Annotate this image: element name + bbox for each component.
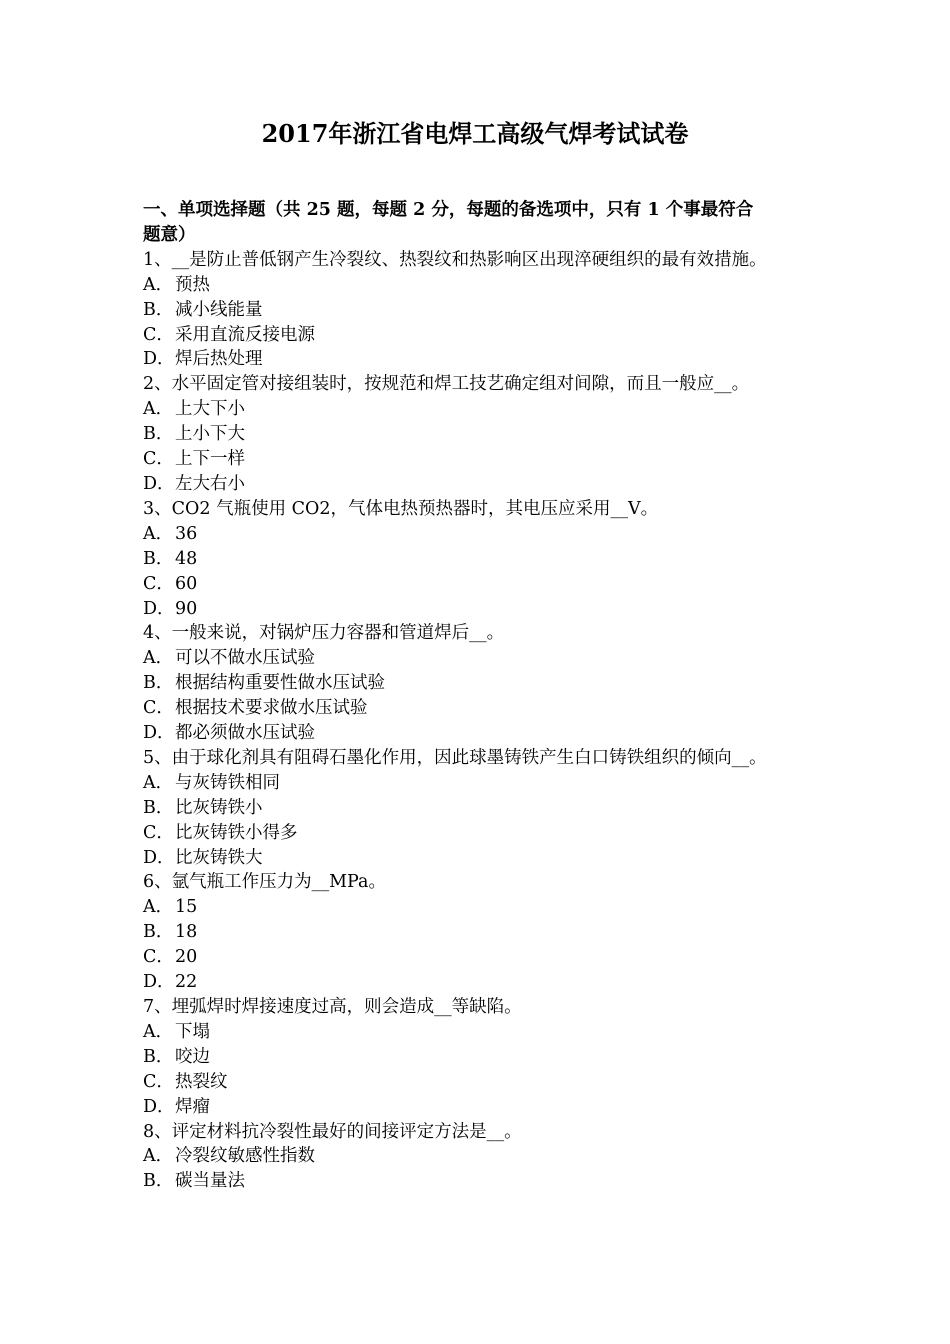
option-text: 36 (175, 523, 198, 544)
answer-option (143, 298, 823, 323)
option-text: 左大右小 (175, 473, 245, 494)
option-text: 咬边 (175, 1046, 210, 1067)
option-letter: B． (143, 1046, 174, 1067)
option-letter: D． (143, 598, 175, 619)
answer-option (143, 920, 823, 945)
option-letter: B． (143, 299, 174, 320)
answer-option (143, 597, 823, 622)
option-text: 比灰铸铁小得多 (175, 822, 298, 843)
option-text: 60 (175, 573, 198, 594)
option-text: 22 (175, 972, 198, 993)
option-letter: D． (143, 723, 175, 744)
option-text: 碳当量法 (175, 1171, 245, 1192)
answer-option (143, 472, 823, 497)
option-letter: B． (143, 1171, 174, 1192)
question-text: 8、评定材料抗冷裂性最好的间接评定方法是__。 (143, 1121, 522, 1142)
option-letter: C． (143, 822, 174, 843)
option-text: 冷裂纹敏感性指数 (175, 1146, 315, 1167)
answer-option (143, 721, 823, 746)
answer-option (143, 1070, 823, 1095)
option-letter: A． (143, 772, 174, 793)
option-text: 焊后热处理 (175, 349, 263, 370)
option-text: 采用直流反接电源 (175, 324, 315, 345)
option-letter: D． (143, 972, 175, 993)
option-letter: C． (143, 947, 174, 968)
question-text: 1、__是防止普低钢产生冷裂纹、热裂纹和热影响区出现淬硬组织的最有效措施。 (143, 249, 767, 270)
option-letter: A． (143, 274, 174, 295)
option-text: 上大下小 (175, 399, 245, 420)
option-letter: A． (143, 399, 174, 420)
answer-option (143, 347, 823, 372)
answer-option (143, 671, 823, 696)
answer-option (143, 397, 823, 422)
option-text: 上下一样 (175, 449, 245, 470)
answer-option (143, 895, 823, 920)
answer-option (143, 547, 823, 572)
option-text: 根据技术要求做水压试验 (175, 698, 368, 719)
option-letter: B． (143, 548, 174, 569)
question-text: 7、埋弧焊时焊接速度过高，则会造成__等缺陷。 (143, 997, 522, 1017)
option-letter: A． (143, 897, 174, 918)
option-letter: C． (143, 324, 174, 345)
answer-option (143, 422, 823, 447)
answer-option (143, 1045, 823, 1070)
option-text: 18 (175, 922, 198, 943)
section-heading-continued: 题意） (143, 224, 196, 245)
option-letter: D． (143, 847, 175, 868)
option-text: 根据结构重要性做水压试验 (175, 673, 385, 694)
option-letter: D． (143, 473, 175, 494)
answer-option (143, 1020, 823, 1045)
option-letter: B． (143, 424, 174, 445)
option-text: 与灰铸铁相同 (175, 772, 280, 793)
option-text: 20 (175, 947, 198, 968)
answer-option (143, 522, 823, 547)
option-text: 下塌 (175, 1021, 210, 1042)
document-title: 2017年浙江省电焊工高级气焊考试试卷 (261, 119, 689, 148)
answer-option (143, 796, 823, 821)
option-text: 15 (175, 897, 198, 918)
option-text: 比灰铸铁大 (175, 847, 263, 868)
option-letter: C． (143, 449, 174, 470)
option-letter: A． (143, 648, 174, 669)
answer-option (143, 1144, 823, 1169)
option-text: 可以不做水压试验 (175, 648, 315, 669)
option-text: 上小下大 (175, 424, 245, 445)
answer-option (143, 1169, 823, 1194)
option-letter: A． (143, 523, 174, 544)
answer-option (143, 323, 823, 348)
answer-option (143, 696, 823, 721)
option-text: 90 (175, 598, 198, 619)
option-letter: D． (143, 1096, 175, 1117)
option-letter: B． (143, 922, 174, 943)
option-letter: A． (143, 1146, 174, 1167)
option-text: 减小线能量 (175, 299, 263, 320)
answer-option (143, 1095, 823, 1120)
question-text: 2、水平固定管对接组装时，按规范和焊工技艺确定组对间隙，而且一般应__。 (143, 374, 750, 395)
section-heading: 一、单项选择题（共 25 题，每题 2 分，每题的备选项中，只有 1 个事最符合 (143, 200, 754, 220)
answer-option (143, 646, 823, 671)
answer-option (143, 945, 823, 970)
option-letter: C． (143, 1071, 174, 1092)
option-letter: C． (143, 573, 174, 594)
option-text: 热裂纹 (175, 1071, 228, 1092)
answer-option (143, 572, 823, 597)
question-list (143, 248, 823, 1194)
option-text: 比灰铸铁小 (175, 797, 263, 818)
option-text: 预热 (175, 274, 210, 295)
option-letter: B． (143, 797, 174, 818)
question-text: 5、由于球化剂具有阻碍石墨化作用，因此球墨铸铁产生白口铸铁组织的倾向__。 (143, 747, 767, 768)
option-letter: B． (143, 673, 174, 694)
option-text: 48 (175, 548, 198, 569)
question-text: 6、氩气瓶工作压力为__MPa。 (143, 872, 386, 893)
option-letter: D． (143, 349, 175, 370)
question-text: 3、CO2 气瓶使用 CO2，气体电热预热器时，其电压应采用__V。 (143, 498, 659, 519)
answer-option (143, 771, 823, 796)
answer-option (143, 846, 823, 871)
answer-option (143, 273, 823, 298)
option-text: 都必须做水压试验 (175, 723, 315, 744)
option-letter: C． (143, 698, 174, 719)
answer-option (143, 821, 823, 846)
answer-option (143, 970, 823, 995)
document-body (143, 198, 823, 1194)
option-letter: A． (143, 1021, 174, 1042)
question-text: 4、一般来说，对锅炉压力容器和管道焊后__。 (143, 623, 505, 644)
answer-option (143, 447, 823, 472)
option-text: 焊瘤 (175, 1096, 210, 1117)
